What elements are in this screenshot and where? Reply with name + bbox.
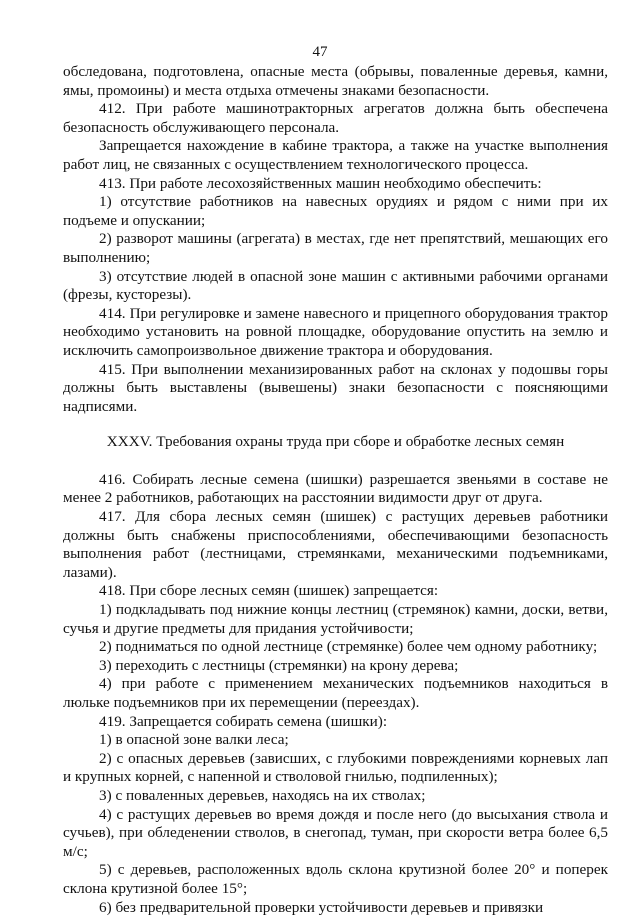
paragraph: 416. Собирать лесные семена (шишки) разрешается звеньями в составе не менее 2 работников, работающих на расстоянии видимости друг от друга. [63,470,608,507]
paragraph: 4) при работе с применением механических подъемников находиться в люльке подъемников при их перемещении (переездах). [63,675,608,711]
paragraph: 2) подниматься по одной лестнице (стремянке) более чем одному работнику; [99,638,598,656]
paragraph: Запрещается нахождение в кабине трактора, а также на участке выполнения работ лиц, не связанных с осуществлением технологического процесса. [63,137,608,173]
paragraph: обследована, подготовлена, опасные места (обрывы, поваленные деревья, камни, ямы, промоины) и места отдыха отмечены знаками безопасности. [63,63,608,99]
document-body [63,63,608,917]
paragraph: 2) разворот машины (агрегата) в местах, где нет препятствий, мешающих его выполнению; [63,230,608,266]
paragraph: 413. При работе лесохозяйственных машин необходимо обеспечить: [99,174,542,192]
paragraph: 1) отсутствие работников на навесных орудиях и рядом с ними при их подъеме и опускании; [63,193,608,229]
paragraph: 3) с поваленных деревьев, находясь на их стволах; [99,786,426,804]
paragraph: 415. При выполнении механизированных работ на склонах у подошвы горы должны быть выставлены (вывешены) знаки безопасности с поясняющими надписями. [63,360,608,415]
paragraph: 3) переходить с лестницы (стремянки) на крону дерева; [99,656,459,674]
paragraph: 3) отсутствие людей в опасной зоне машин с активными рабочими органами (фрезы, кусторезы). [63,267,608,304]
paragraph: 6) без предварительной проверки устойчивости деревьев и привязки [99,898,544,916]
paragraph: 1) в опасной зоне валки леса; [99,731,289,749]
paragraph: 5) с деревьев, расположенных вдоль склона крутизной более 20° и поперек склона крутизной более 15°; [63,861,608,897]
page-number: 47 [312,44,328,60]
paragraph: 419. Запрещается собирать семена (шишки): [99,712,388,730]
paragraph: 2) с опасных деревьев (зависших, с глубокими повреждениями корневых лап и крупных корней, с напенной и стволовой гнилью, подпиленных); [63,749,608,786]
section-heading: XXXV. Требования охраны труда при сборе и обработке лесных семян [106,433,565,451]
paragraph: 412. При работе машинотракторных агрегатов должна быть обеспечена безопасность обслуживающего персонала. [63,100,608,136]
paragraph: 1) подкладывать под нижние концы лестниц (стремянок) камни, доски, ветви, сучья и другие предметы для придания устойчивости; [63,601,608,637]
paragraph: 418. При сборе лесных семян (шишек) запрещается: [99,582,439,600]
paragraph: 4) с растущих деревьев во время дождя и после него (до высыхания ствола и сучьев), при обледенении стволов, в снегопад, туман, при скорости ветра более 6,5 м/с; [63,805,608,860]
paragraph: 414. При регулировке и замене навесного и прицепного оборудования трактор необходимо установить на ровной площадке, оборудование опустить на землю и исключить самопроизвольное движение трактора и оборудования. [63,304,608,359]
paragraph: 417. Для сбора лесных семян (шишек) с растущих деревьев работники должны быть снабжены приспособлениями, обеспечивающими безопасность выполнения работ (лестницами, стремянками, механическими подъемниками, лазами). [63,508,608,581]
